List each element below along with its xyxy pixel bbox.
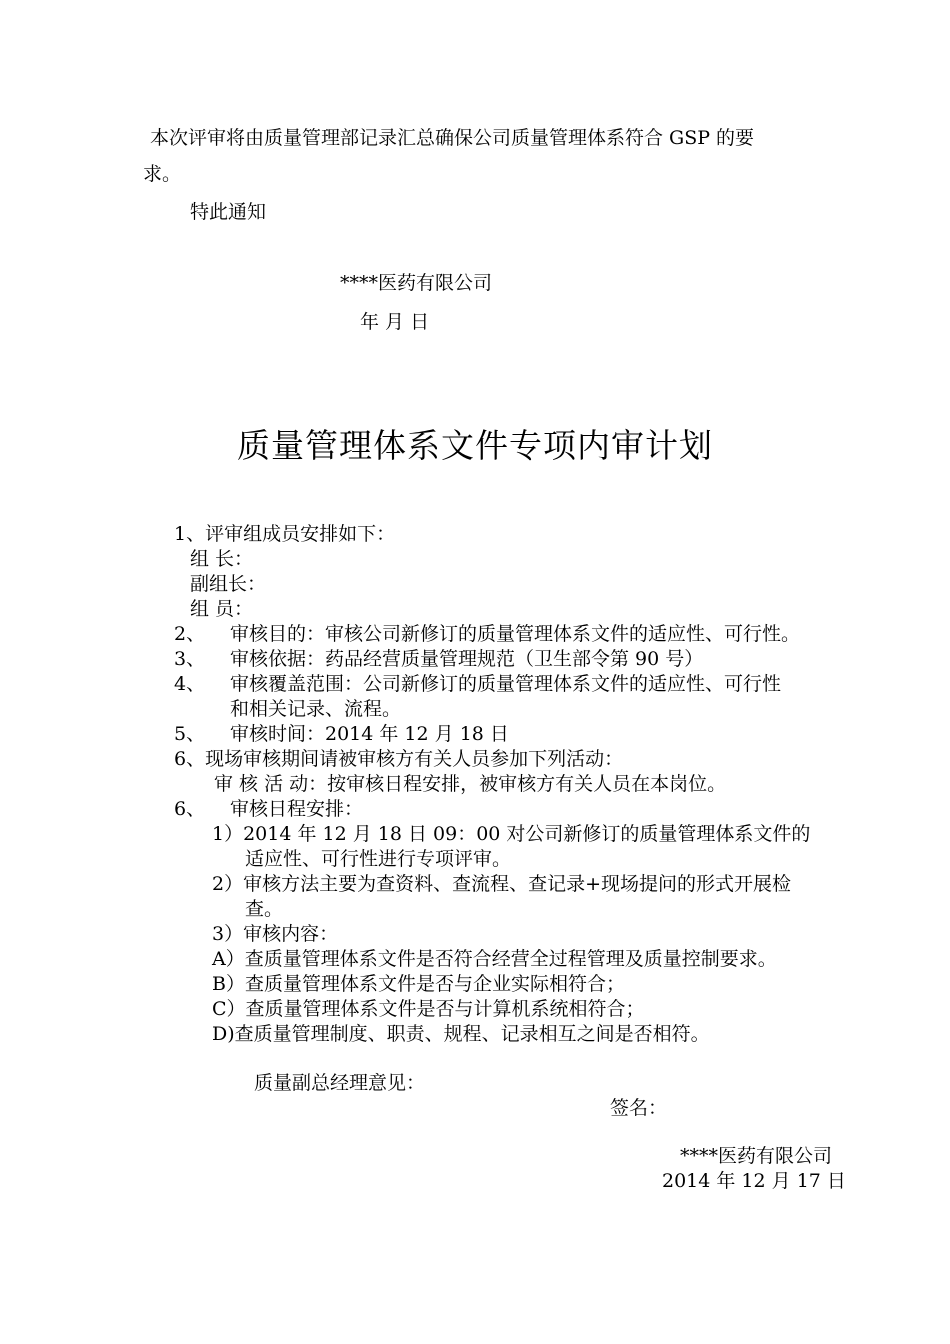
item-6b-text: 审核日程安排： xyxy=(230,798,364,820)
item-2-number: 2、 xyxy=(174,623,206,645)
item-5-text: 审核时间：2014 年 12 月 18 日 xyxy=(230,723,509,745)
footer-company: ****医药有限公司 xyxy=(680,1145,833,1167)
content-d: D)查质量管理制度、职责、规程、记录相互之间是否相符。 xyxy=(212,1023,710,1045)
item-3-number: 3、 xyxy=(174,648,206,670)
schedule-1-line-2: 适应性、可行性进行专项评审。 xyxy=(245,848,512,870)
intro-line-2: 求。 xyxy=(143,163,182,185)
team-leader: 组 长： xyxy=(190,548,254,570)
intro-date: 年 月 日 xyxy=(360,311,430,333)
team-member: 组 员： xyxy=(190,598,254,620)
intro-line-1: 本次评审将由质量管理部记录汇总确保公司质量管理体系符合 GSP 的要 xyxy=(150,127,755,149)
item-3-text: 审核依据：药品经营质量管理规范（卫生部令第 90 号） xyxy=(230,648,704,670)
content-c: C）查质量管理体系文件是否与计算机系统相符合； xyxy=(212,998,645,1020)
item-4-text-line-2: 和相关记录、流程。 xyxy=(230,698,402,720)
item-6b-number: 6、 xyxy=(174,798,206,820)
signature-label: 签名： xyxy=(610,1097,668,1119)
intro-company: ****医药有限公司 xyxy=(340,272,493,294)
schedule-1-line-1: 1）2014 年 12 月 18 日 09：00 对公司新修订的质量管理体系文件的 xyxy=(212,823,811,845)
item-4-number: 4、 xyxy=(174,673,206,695)
audit-activity: 审 核 活 动：按审核日程安排，被审核方有关人员在本岗位。 xyxy=(214,773,727,795)
content-b: B）查质量管理体系文件是否与企业实际相符合； xyxy=(212,973,625,995)
item-6-activities: 6、现场审核期间请被审核方有关人员参加下列活动： xyxy=(174,748,624,770)
plan-title: 质量管理体系文件专项内审计划 xyxy=(237,426,713,465)
item-1: 1、评审组成员安排如下： xyxy=(174,523,396,545)
schedule-3: 3）审核内容： xyxy=(212,923,339,945)
team-deputy: 副组长： xyxy=(190,573,267,595)
notice-text: 特此通知 xyxy=(190,201,267,223)
footer-date: 2014 年 12 月 17 日 xyxy=(662,1170,846,1192)
item-4-text-line-1: 审核覆盖范围：公司新修订的质量管理体系文件的适应性、可行性 xyxy=(230,673,782,695)
item-5-number: 5、 xyxy=(174,723,206,745)
vp-opinion-label: 质量副总经理意见： xyxy=(254,1072,426,1094)
schedule-2-line-2: 查。 xyxy=(245,898,284,920)
content-a: A）查质量管理体系文件是否符合经营全过程管理及质量控制要求。 xyxy=(212,948,777,970)
schedule-2-line-1: 2）审核方法主要为查资料、查流程、查记录+现场提问的形式开展检 xyxy=(212,873,792,895)
item-2-text: 审核目的：审核公司新修订的质量管理体系文件的适应性、可行性。 xyxy=(230,623,801,645)
